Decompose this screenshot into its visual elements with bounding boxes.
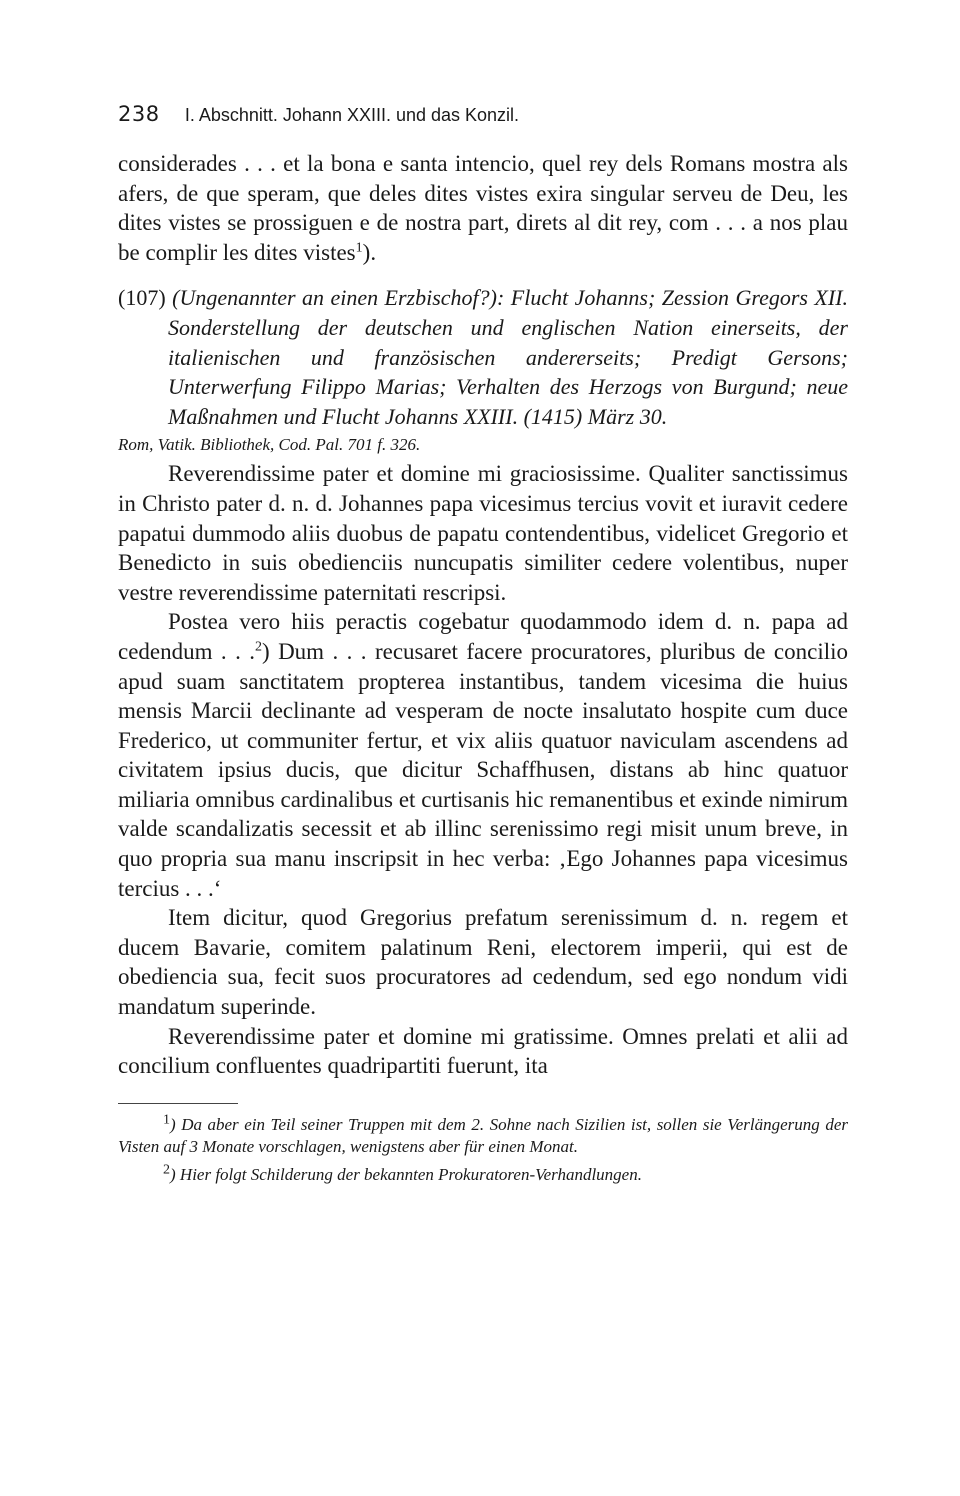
document-heading [118,283,848,431]
footnote-ref-1: 1 [355,240,363,256]
footnote-1-mark: 1 [163,1112,170,1128]
footnote-1 [118,1114,848,1158]
body-paragraph-3: Item dicitur, quod Gregorius prefatum serenissimum d. n. regem et ducem Bavarie, comitem palatinum Reni, electorem imperii, qui est de obediencia sua, fecit suos procuratores ad cedendum, sed ego nondum vidi mandatum superinde. [118,905,848,1020]
document-heading-text: (Ungenannter an einen Erzbischof?): Flucht Johanns; Zession Gregors XII. Sonderstellung der deutschen und englischen Nation einerseits, der italienischen und französischen andererseits; Predigt Gersons; Unterwerfung Filippo Marias; Verhalten des Herzogs von Burgund; neue Maßnahmen und Flucht Johanns XXIII. (1415) März 30. [168,285,849,429]
running-head-title: I. Abschnitt. Johann XXIII. und das Konzil. [184,105,520,125]
footnote-1-text: ) Da aber ein Teil seiner Truppen mit dem 2. Sohne nach Sizilien ist, sollen sie Verlängerung der Visten auf 3 Monate vorschlagen, wenigstens aber für einen Monat. [118,1114,848,1156]
page-content [118,100,848,1186]
page-number: 238 [118,102,160,126]
footnote-2-mark: 2 [163,1162,170,1178]
section-gap [118,267,848,283]
continuation-text: considerades . . . et la bona e santa intencio, quel rey dels Romans mostra als afers, de que speram, que deles dites vistes exira singular serveu de Deu, les dites vistes se prossiguen e de nostra part, direts al dit rey, com . . . a nos plau be complir les dites vistes [118,151,848,265]
body-paragraph-1: Reverendissime pater et domine mi graciosissime. Qualiter sanctissimus in Christo pater d. n. d. Johannes papa vicesimus tercius vovit et iuravit cedere papatui dummodo aliis duobus de papatu contendentibus, videlicet Gregorio et Benedicto in suis obedienciis nuncupatis similiter cedere volentibus, nuper vestre reverendissime paternitati rescripsi. [118,461,848,605]
continuation-paragraph: considerades . . . et la bona e santa intencio, quel rey dels Romans mostra als afers, de que speram, que deles dites vistes exira singular serveu de Deu, les dites vistes se prossiguen e de nostra part, direts al dit rey, com . . . a nos plau be complir les dites vistes$^1$). [118,151,848,265]
body-paragraph-2 [118,607,848,903]
body-paragraph-4: Reverendissime pater et domine mi gratissime. Omnes prelati et alii ad concilium confluentes quadripartiti fuerunt, ita [118,1023,848,1079]
body-paragraph-2-start: Postea vero hiis peractis cogebatur quodammodo idem d. n. papa ad cedendum . . . [118,609,848,664]
document-number: (107) [118,285,166,311]
source-line: Rom, Vatik. Bibliothek, Cod. Pal. 701 f. 326. [118,435,421,455]
footnote-rule [118,1103,238,1104]
body-paragraph-2-rest: ) Dum . . . recusaret facere procuratores, pluribus de concilio apud suam sanctitatem propterea instantibus, tandem vicesima die huius mensis Marcii declinante ad vesperam de nocte insalutato hospite cum duce Frederico, ut communiter fertur, et vix aliis quatuor naviculam ascendens ad civitatem ipsius ducis, que dicitur Schaffhusen, distans ab hinc quatuor miliaria omnibus cardinalibus et curtisanis hic remanentibus et exinde nimirum valde scandalizatis secessit et ab illinc serenissimo regi misit unum breve, in quo propria sua manu inscripsit in hec verba: ‚Ego Johannes papa vicesimus tercius . . .‘ [118,638,849,901]
footnote-2 [118,1164,848,1186]
footnote-2-text: ) Hier folgt Schilderung der bekannten Prokuratoren-Verhandlungen. [170,1164,642,1184]
footnote-ref-2: 2 [255,639,262,655]
running-head [118,100,848,129]
continuation-end: . [370,239,377,265]
